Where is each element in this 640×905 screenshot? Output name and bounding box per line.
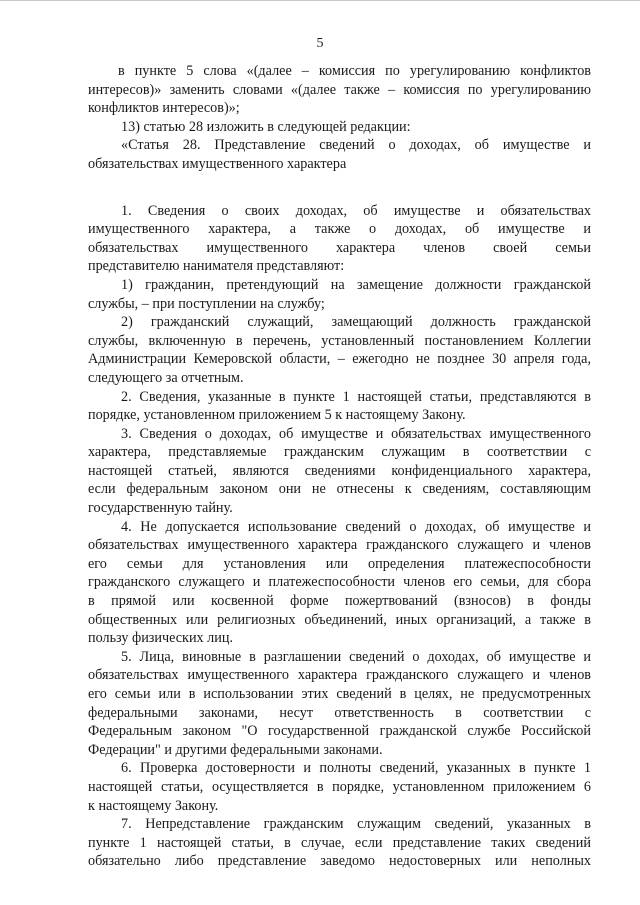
text-line: его семьи или в использовании этих сведений в целях, не предусмотренных [88, 686, 591, 702]
text-line: «Статья 28. Представление сведений о доходах, об имуществе и [121, 137, 591, 154]
text-line: пользу физических лиц. [88, 630, 233, 647]
text-line: 4. Не допускается использование сведений о доходах, об имуществе и [121, 518, 591, 535]
text-line: 2. Сведения, указанные в пункте 1 настоящей статьи, представляются в [121, 388, 591, 405]
text-line: гражданского служащего и платежеспособности членов его семьи, для сбора [88, 574, 591, 591]
text-line: службы, – при поступлении на службу; [88, 295, 325, 312]
text-line: настоящей статьей, являются сведениями конфиденциального характера, [88, 462, 591, 479]
text-line: общественных или религиозных объединений, иных организаций, а также в [88, 611, 591, 628]
page-number: 5 [316, 36, 324, 51]
text-line: пункте 1 настоящей статьи, в случае, если представление таких сведений [88, 834, 591, 851]
text-line: 3. Сведения о доходах, об имуществе и обязательствах имущественного [121, 425, 591, 442]
text-line: к настоящему Закону. [88, 797, 219, 814]
text-line: 1. Сведения о своих доходах, об имуществе и обязательствах [121, 202, 591, 219]
document-body [88, 62, 591, 871]
text-line: если федеральным законом они не отнесены к сведениям, составляющим [88, 481, 591, 498]
text-line: следующего за отчетным. [88, 369, 244, 386]
text-line: обязательствах имущественного характера гражданского служащего и членов [88, 537, 591, 554]
text-line: службы, включенную в перечень, установленный постановлением Коллегии [88, 332, 591, 349]
text-line: обязательствах имущественного характера [88, 155, 347, 172]
text-line: порядке, установленном приложением 5 к настоящему Закону. [88, 407, 466, 424]
text-line: обязательствах имущественного характера гражданского служащего и членов [88, 667, 591, 684]
text-line: Федерации" и другими федеральными законами. [88, 741, 383, 758]
text-line: 13) статью 28 изложить в следующей редакции: [121, 118, 411, 135]
text-line: интересов)» заменить словами «(далее также – комиссия по урегулированию [88, 81, 591, 98]
text-line: характера, представляемые гражданским служащим в соответствии с [88, 444, 591, 461]
text-line: Администрации Кемеровской области, – ежегодно не позднее 30 апреля года, [88, 351, 591, 368]
text-line: Федеральным законом "О государственной гражданской службе Российской [88, 723, 591, 740]
text-line: государственную тайну. [88, 500, 233, 517]
text-line: 5. Лица, виновные в разглашении сведений о доходах, об имуществе и [121, 648, 591, 665]
text-line: в пункте 5 слова «(далее – комиссия по урегулированию конфликтов [118, 63, 591, 79]
section-gap [88, 174, 591, 202]
text-line: представителю нанимателя представляют: [88, 258, 345, 275]
text-line: 6. Проверка достоверности и полноты сведений, указанных в пункте 1 [121, 760, 591, 777]
text-line: имущественного характера, а также о доходах, об имуществе и [88, 221, 591, 238]
text-line: обязательствах имущественного характера членов своей семьи [88, 239, 591, 256]
text-line: 1) гражданин, претендующий на замещение должности гражданской [121, 276, 591, 293]
scan-edge-line [0, 0, 640, 1]
text-line: в прямой или косвенной форме пожертвований (взносов) в фонды [88, 593, 591, 610]
text-line: 2) гражданский служащий, замещающий должность гражданской [121, 314, 591, 331]
text-line: обязательно либо представление заведомо недостоверных или неполных [88, 853, 591, 870]
text-line: 7. Непредставление гражданским служащим сведений, указанных в [121, 816, 591, 833]
text-line: конфликтов интересов)»; [88, 100, 240, 117]
text-line: федеральными законами, несут ответственность в соответствии с [88, 704, 591, 721]
text-line: настоящей статьи, осуществляется в порядке, установленном приложением 6 [88, 778, 591, 795]
text-line: его семьи для установления или определения платежеспособности [88, 555, 591, 572]
